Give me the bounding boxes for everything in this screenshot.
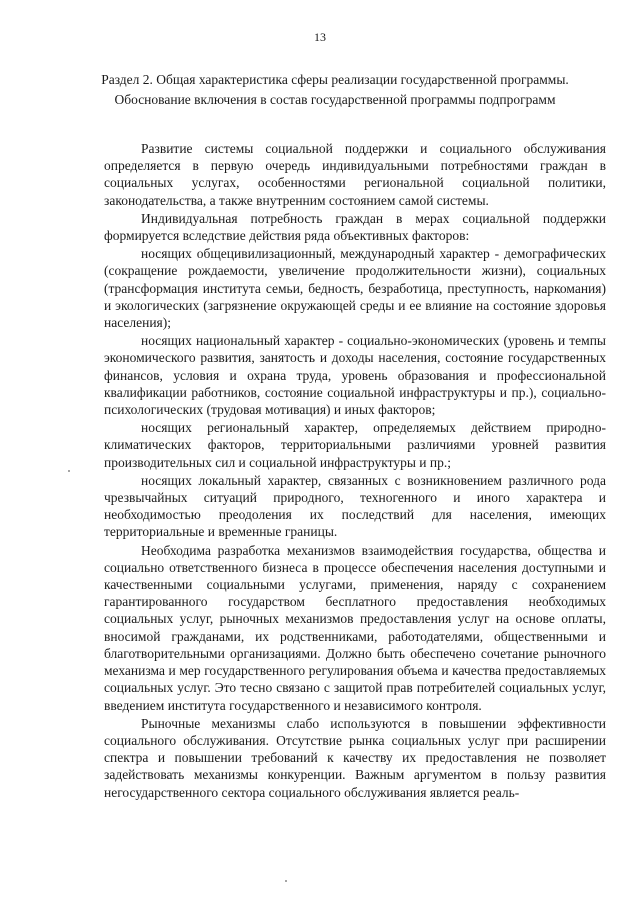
paragraph-factor-regional: носящих региональный характер, определяемых действием природно-климатических факторов, территориальными различиями уровней развития производительных сил и социальной инфраструктуры и пр.; bbox=[104, 420, 606, 470]
paragraph-factors-lead: Индивидуальная потребность граждан в мерах социальной поддержки формируется вследствие действия ряда объективных факторов: bbox=[104, 210, 606, 244]
paragraph-factor-global: носящих общецивилизационный, международный характер - демографических (сокращение рождаемости, увеличение продолжительности жизни), социальных (трансформация института семьи, бедность, безработица, преступность, наркомания) и экологических (загрязнение окружающей среды и ее влияние на состояние здоровья населения); bbox=[104, 246, 606, 331]
paragraph-intro: Развитие системы социальной поддержки и социального обслуживания определяется в первую очередь индивидуальными потребностями граждан в социальных услугах, особенностями региональной социальной политики, законодательства, а также внутренним состоянием самой системы. bbox=[104, 141, 606, 208]
scan-speck bbox=[285, 880, 287, 882]
paragraph-mechanisms: Необходима разработка механизмов взаимодействия государства, общества и социально ответственного бизнеса в процессе обеспечения населения доступными и качественными социальными услугами, применения, наряду с сохранением гарантированного государством бесплатного предоставления необходимых социальных услуг, рыночных механизмов предоставления услуг на основе оплаты, вносимой гражданами, их родственниками, работодателями, общественными и благотворительными организациями. Должно быть обеспечено сочетание рыночного механизма и мер государственного регулирования объема и качества предоставляемых социальных услуг. Это тесно связано с защитой прав потребителей социальных услуг, введением института государственного и независимого контроля. bbox=[104, 542, 606, 713]
paragraph-factor-local: носящих локальный характер, связанных с возникновением различного рода чрезвычайных ситуаций природного, техногенного и иного характера и необходимостью преодоления их последствий для населения, имеющих территориальные и временные границы. bbox=[104, 472, 606, 540]
paragraph-factor-national: носящих национальный характер - социально-экономических (уровень и темпы экономического развития, занятость и доходы населения, состояние государственных финансов, условия и охрана труда, уровень образования и профессиональной квалификации работников, состояние социальной инфраструктуры и пр.), социально-психологических (трудовая мотивация) и иных факторов; bbox=[104, 333, 606, 418]
body-text bbox=[104, 140, 606, 802]
page-number: 13 bbox=[314, 30, 326, 44]
section-heading: Раздел 2. Общая характеристика сферы реализации государственной программы. Обоснование включения в состав государственной программы подпрограмм bbox=[101, 72, 569, 107]
paragraph-market: Рыночные механизмы слабо используются в повышении эффективности социального обслуживания. Отсутствие рынка социальных услуг при расширении спектра и повышении требований к качеству их предоставления не позволяет задействовать механизмы конкуренции. Важным аргументом в пользу развития негосударственного сектора социального обслуживания является реаль- bbox=[104, 715, 606, 800]
scan-speck bbox=[68, 470, 70, 472]
